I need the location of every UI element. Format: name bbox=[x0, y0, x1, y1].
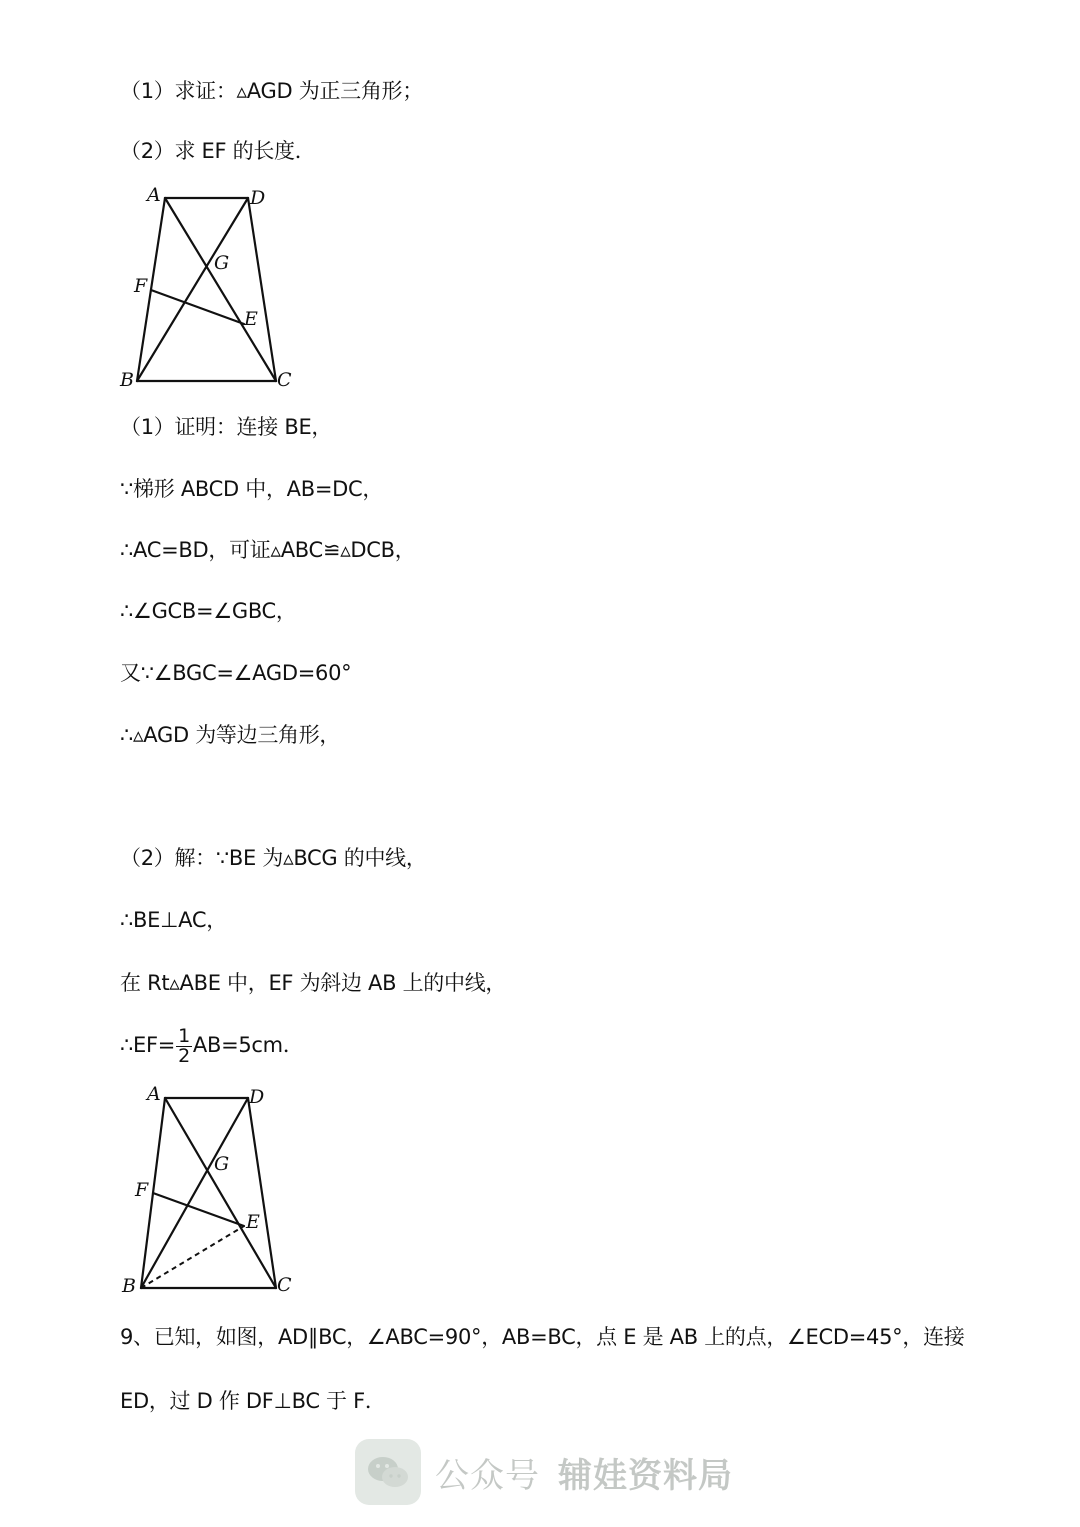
solution-line: ∴▵AGD 为等边三角形， bbox=[120, 723, 341, 747]
solution-line: （1）证明：连接 BE， bbox=[120, 415, 333, 439]
solution-line: 在 Rt▵ABE 中，EF 为斜边 AB 上的中线， bbox=[120, 971, 507, 995]
solution-line: （2）解：∵BE 为▵BCG 的中线， bbox=[120, 846, 427, 870]
label-e: E bbox=[246, 1211, 260, 1233]
next-question-line-2: ED，过 D 作 DF⊥BC 于 F． bbox=[120, 1389, 386, 1413]
label-g: G bbox=[214, 252, 230, 274]
trapezoid-figure-1 bbox=[110, 180, 310, 395]
label-d: D bbox=[249, 1086, 265, 1108]
solution-line: 又∵∠BGC=∠AGD=60° bbox=[120, 661, 352, 685]
solution-line: ∴∠GCB=∠GBC， bbox=[120, 599, 297, 623]
dashed-line-be bbox=[141, 1226, 244, 1288]
fraction bbox=[176, 1024, 192, 1067]
question-part-2: （2）求 EF 的长度． bbox=[120, 139, 316, 163]
trapezoid-figure-2 bbox=[110, 1080, 310, 1300]
label-d: D bbox=[250, 187, 266, 209]
watermark-text bbox=[435, 1448, 733, 1497]
label-b: B bbox=[120, 369, 134, 391]
label-e: E bbox=[244, 308, 258, 330]
label-g: G bbox=[214, 1153, 230, 1175]
solution-final-line bbox=[120, 1025, 304, 1066]
solution-line: ∵梯形 ABCD 中，AB=DC， bbox=[120, 477, 384, 501]
label-c: C bbox=[277, 369, 292, 391]
label-a: A bbox=[147, 184, 161, 206]
question-part-1: （1）求证：▵AGD 为正三角形； bbox=[120, 79, 423, 103]
label-a: A bbox=[147, 1083, 161, 1105]
watermark-prefix: 公众号 bbox=[435, 1455, 540, 1496]
label-b: B bbox=[122, 1275, 136, 1297]
final-prefix: ∴EF= bbox=[120, 1033, 176, 1057]
next-question-line-1: 9、已知，如图，AD∥BC，∠ABC=90°，AB=BC，点 E 是 AB 上的点，∠ECD=45°，连接 bbox=[120, 1325, 965, 1349]
label-f: F bbox=[135, 1179, 149, 1201]
fraction-numerator: 1 bbox=[178, 1024, 190, 1047]
watermark-brand: 辅娃资料局 bbox=[558, 1455, 733, 1496]
solution-line: ∴AC=BD，可证▵ABC≌▵DCB， bbox=[120, 538, 416, 562]
final-suffix: AB=5cm． bbox=[192, 1033, 304, 1057]
label-c: C bbox=[277, 1274, 292, 1296]
watermark bbox=[355, 1437, 733, 1507]
label-f: F bbox=[134, 275, 148, 297]
solution-line: ∴BE⊥AC， bbox=[120, 908, 227, 932]
wechat-icon bbox=[355, 1439, 421, 1505]
fraction-denominator: 2 bbox=[178, 1044, 190, 1067]
